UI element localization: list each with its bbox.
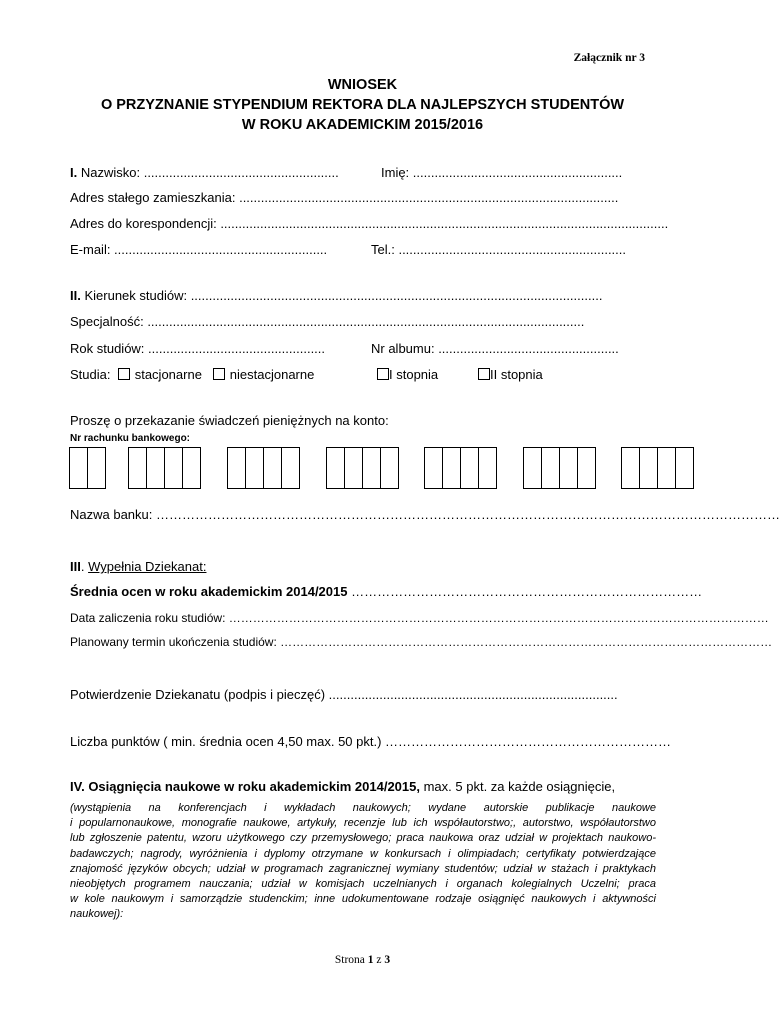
account-digit-group[interactable] — [523, 447, 596, 489]
section-number: III — [70, 559, 81, 574]
account-number-label: Nr rachunku bankowego: — [70, 433, 191, 444]
checkbox[interactable] — [118, 368, 130, 380]
account-digit-group[interactable] — [128, 447, 201, 489]
checkbox[interactable] — [478, 368, 490, 380]
section4-points-note: max. 5 pkt. za każde osiągnięcie, — [419, 779, 616, 794]
account-digit-box[interactable] — [675, 447, 694, 489]
account-digit-group[interactable] — [326, 447, 399, 489]
account-digit-box[interactable] — [559, 447, 578, 489]
section3-heading: III. Wypełnia Dziekanat: — [70, 559, 207, 574]
account-digit-group[interactable] — [227, 447, 300, 489]
surname-field[interactable] — [70, 165, 339, 180]
account-digit-group[interactable] — [424, 447, 497, 489]
option-full-time[interactable]: stacjonarne — [118, 367, 202, 382]
section-number: I. — [70, 165, 78, 180]
form-title-3: W ROKU AKADEMICKIM 2015/2016 — [241, 117, 484, 133]
average-grade-dots: ……………………………………………………………………… — [347, 584, 703, 599]
account-digit-box[interactable] — [87, 447, 106, 489]
attachment-label: Załącznik nr 3 — [573, 52, 645, 64]
study-year-field[interactable]: Rok studiów: ................................................. — [70, 341, 326, 356]
account-digit-box[interactable] — [164, 447, 183, 489]
correspondence-address-field[interactable]: Adres do korespondencji: ............................................................................................................................ — [70, 216, 669, 231]
account-digit-box[interactable] — [362, 447, 381, 489]
description-line: i popularnonaukowe, monografie naukowe, artykuły, recenzje lub ich współautorstwo;, autorstwo, współautorstwo — [70, 817, 656, 830]
study-mode-row — [70, 367, 314, 382]
description-line: znajomość języków obcych; udział w programach zagranicznej wymiany studentów; udział w stażach i praktykach — [70, 862, 656, 875]
description-line: (wystąpienia na konferencjach i wykładach naukowych; wydane autorskie publikacje naukowe — [70, 802, 656, 814]
field-of-study-field[interactable] — [70, 288, 602, 303]
account-digit-box[interactable] — [523, 447, 542, 489]
account-digit-box[interactable] — [128, 447, 147, 489]
section-number: II. — [70, 288, 81, 303]
description-line: lub zgłoszenie patentu, wzoru użytkowego czy przemysłowego; praca naukowa oraz udział w projektach naukowo- — [70, 832, 656, 845]
current-page: 1 — [367, 954, 374, 966]
description-line: w kole naukowym i samorządzie studenckim; inne udokumentowane rodzaje osiągnięć naukowych i aktywności — [70, 893, 656, 906]
points-field[interactable]: Liczba punktów ( min. średnia ocen 4,50 max. 50 pkt.) ………………………………………………………… — [70, 734, 672, 749]
achievements-description — [70, 801, 656, 923]
section4-title: IV. Osiągnięcia naukowe w roku akademickim 2014/2015, — [70, 779, 420, 794]
account-digit-box[interactable] — [227, 447, 246, 489]
account-digit-box[interactable] — [442, 447, 461, 489]
checkbox[interactable] — [377, 368, 389, 380]
account-digit-box[interactable] — [380, 447, 399, 489]
bank-name-field[interactable]: Nazwa banku: ……………………………………………………………………………………………………………………………… — [70, 507, 780, 522]
phone-field[interactable]: Tel.: ............................................................... — [371, 242, 626, 257]
form-title-1: WNIOSEK — [327, 77, 398, 93]
description-line: naukowej): — [70, 908, 124, 921]
account-digit-box[interactable] — [657, 447, 676, 489]
year-completion-date-field[interactable]: Data zaliczenia roku studiów: ……………………………………………………………………………………………………………………… — [70, 611, 769, 625]
field-of-study-label: Kierunek studiów: .................................................................................................................. — [84, 288, 603, 303]
checkbox[interactable] — [213, 368, 225, 380]
account-digit-box[interactable] — [146, 447, 165, 489]
option-part-time[interactable]: niestacjonarne — [213, 367, 315, 382]
account-digit-group[interactable] — [621, 447, 694, 489]
description-line: badawczych; nagrody, wyróżnienia i dyplomy otrzymane w konkursach i olimpiadach; certyfikaty potwierdzające — [70, 847, 656, 860]
bank-transfer-request: Proszę o przekazanie świadczeń pieniężnych na konto: — [70, 413, 389, 428]
permanent-address-field[interactable]: Adres stałego zamieszkania: ......................................................................................................... — [70, 190, 619, 205]
surname-label: Nazwisko: ...................................................... — [80, 165, 339, 180]
account-digit-box[interactable] — [460, 447, 479, 489]
option-second-degree[interactable]: II stopnia — [478, 367, 543, 382]
account-digit-box[interactable] — [478, 447, 497, 489]
account-digit-box[interactable] — [281, 447, 300, 489]
section3-title: Wypełnia Dziekanat: — [88, 559, 207, 574]
account-digit-box[interactable] — [344, 447, 363, 489]
account-digit-box[interactable] — [182, 447, 201, 489]
account-digit-box[interactable] — [639, 447, 658, 489]
account-digit-box[interactable] — [326, 447, 345, 489]
average-grade-field[interactable] — [70, 584, 703, 599]
studies-label: Studia: — [70, 367, 111, 382]
section4-heading — [70, 779, 656, 794]
account-digit-box[interactable] — [263, 447, 282, 489]
page-footer: Strona 1 z 3 — [334, 954, 391, 966]
account-digit-box[interactable] — [621, 447, 640, 489]
total-pages: 3 — [384, 954, 391, 966]
account-digit-box[interactable] — [69, 447, 88, 489]
specialty-field[interactable]: Specjalność: ......................................................................................................................... — [70, 314, 585, 329]
email-field[interactable]: E-mail: ........................................................... — [70, 242, 328, 257]
option-first-degree[interactable]: I stopnia — [377, 367, 438, 382]
planned-graduation-field[interactable]: Planowany termin ukończenia studiów: …………………………………………………………………………………………………………… — [70, 635, 773, 649]
album-number-field[interactable]: Nr albumu: .................................................. — [371, 341, 619, 356]
first-name-field[interactable]: Imię: .......................................................... — [381, 165, 623, 180]
account-digit-box[interactable] — [424, 447, 443, 489]
average-grade-label: Średnia ocen w roku akademickim 2014/2015 — [70, 584, 348, 599]
dean-confirmation-field[interactable]: Potwierdzenie Dziekanatu (podpis i pieczęć) ................................................................................ — [70, 687, 618, 702]
account-digit-box[interactable] — [577, 447, 596, 489]
account-digit-box[interactable] — [541, 447, 560, 489]
account-digit-box[interactable] — [245, 447, 264, 489]
description-line: nieobjętych programem nauczania; udział w komisjach uczelnianych i organach kolegialnych Uczelni; praca — [70, 878, 656, 891]
account-digit-group[interactable] — [69, 447, 106, 489]
form-title-2: O PRZYZNANIE STYPENDIUM REKTORA DLA NAJLEPSZYCH STUDENTÓW — [100, 97, 625, 113]
